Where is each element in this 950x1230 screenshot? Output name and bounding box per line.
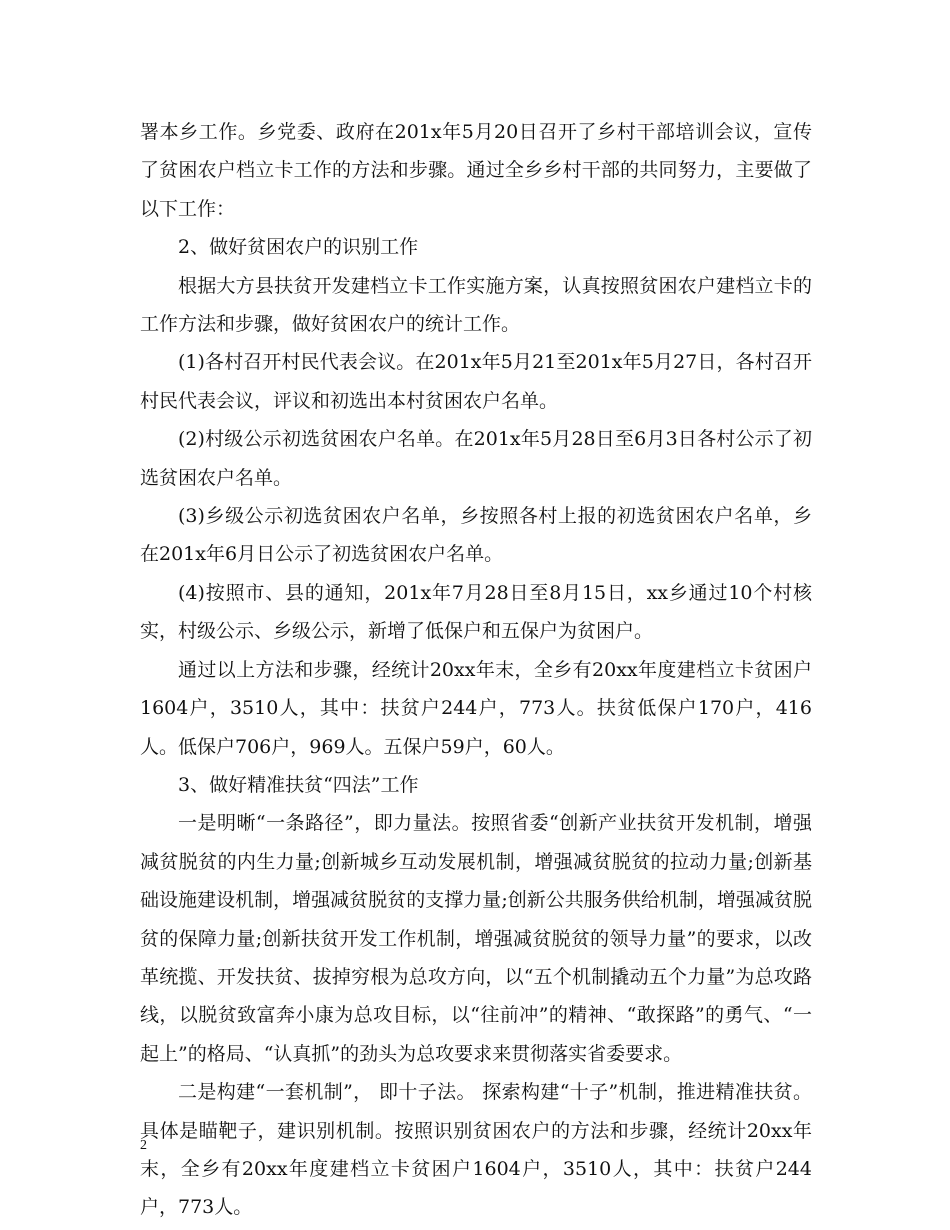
section-heading-2: 2、做好贫困农户的识别工作 xyxy=(178,236,419,259)
list-item-1: (1)各村召开村民代表会议。在201x年5月21至201x年5月27日，各村召开村民代表会议，评议和初选出本村贫困农户名单。 xyxy=(140,351,812,412)
list-item-2: (2)村级公示初选贫困农户名单。在201x年5月28日至6月3日各村公示了初选贫困农户名单。 xyxy=(140,428,812,489)
paragraph-3: 根据大方县扶贫开发建档立卡工作实施方案，认真按照贫困农户建档立卡的工作方法和步骤，做好贫困农户的统计工作。 xyxy=(140,274,812,336)
paragraph-1: 署本乡工作。乡党委、政府在201x年5月20日召开了乡村干部培训会议，宣传了贫困农户档立卡工作的方法和步骤。通过全乡乡村干部的共同努力，主要做了以下工作： xyxy=(140,121,812,220)
list-item-4: (4)按照市、县的通知，201x年7月28日至8月15日，xx乡通过10个村核实，村级公示、乡级公示，新增了低保户和五保户为贫困户。 xyxy=(140,581,812,643)
page-number: 2 xyxy=(140,1138,147,1153)
statistics-paragraph: 通过以上方法和步骤，经统计20xx年末，全乡有20xx年度建档立卡贫困户1604户，3510人，其中：扶贫户244户，773人。扶贫低保户170户，416人。低保户706户，969人。五保户59户，60人。 xyxy=(140,658,812,758)
paragraph-mechanism: 二是构建“一套机制”， 即十子法。 探索构建“十子”机制，推进精准扶贫。具体是瞄靶子，建识别机制。按照识别贫困农户的方法和步骤，经统计20xx年末，全乡有20xx年度建档立卡贫困户1604户，3510人，其中：扶贫户244户，773人。 xyxy=(140,1081,812,1219)
list-item-3: (3)乡级公示初选贫困农户名单，乡按照各村上报的初选贫困农户名单，乡在201x年6月日公示了初选贫困农户名单。 xyxy=(140,505,812,566)
document-body xyxy=(140,113,812,1227)
paragraph-path: 一是明晰“一条路径”，即力量法。按照省委“创新产业扶贫开发机制，增强减贫脱贫的内生力量;创新城乡互动发展机制，增强减贫脱贫的拉动力量;创新基础设施建设机制，增强减贫脱贫的支撑力量;创新公共服务供给机制，增强减贫脱贫的保障力量;创新扶贫开发工作机制，增强减贫脱贫的领导力量”的要求，以改革统揽、开发扶贫、拔掉穷根为总攻方向，以“五个机制撬动五个力量”为总攻路线，以脱贫致富奔小康为总攻目标，以“往前冲”的精神、“敢探路”的勇气、“一起上”的格局、“认真抓”的劲头为总攻要求来贯彻落实省委要求。 xyxy=(140,812,812,1065)
section-heading-3: 3、做好精准扶贫“四法”工作 xyxy=(178,773,419,796)
